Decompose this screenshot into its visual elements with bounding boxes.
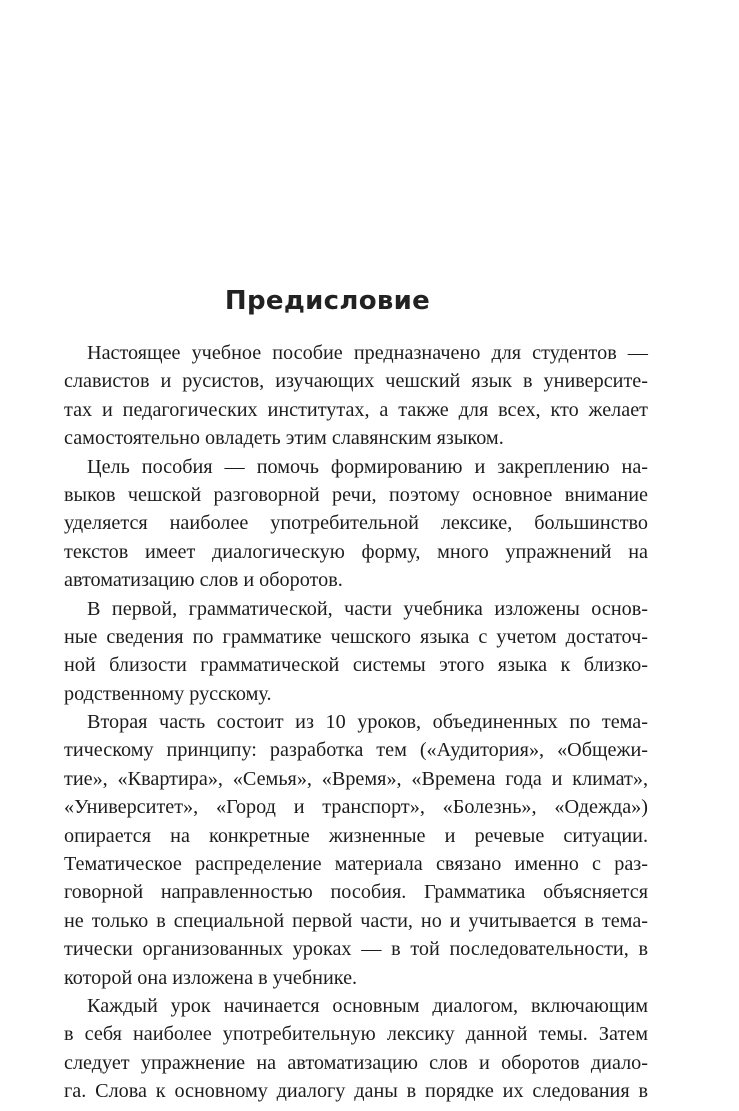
- text-line: выков чешской разговорной речи, поэтому основное внимание: [64, 483, 648, 506]
- paragraph: [64, 708, 648, 992]
- page-title: Предисловие: [224, 286, 431, 316]
- text-line: ные сведения по грамматике чешского языка с учетом достаточ-: [64, 625, 648, 648]
- text-line: не только в специальной первой части, но и учитывается в тема-: [64, 909, 648, 932]
- text-line: тическому принципу: разработка тем («Аудитория», «Общежи-: [64, 739, 648, 762]
- text-line: славистов и русистов, изучающих чешский язык в университе-: [64, 370, 648, 393]
- text-line: Цель пособия — помочь формированию и закреплению на-: [87, 455, 648, 478]
- text-line: В первой, грамматической, части учебника изложены основ-: [87, 597, 648, 620]
- text-line: автоматизацию слов и оборотов.: [64, 569, 343, 592]
- text-line: тие», «Квартира», «Семья», «Время», «Времена года и климат»,: [64, 767, 648, 790]
- text-line: га. Слова к основному диалогу даны в порядке их следования в: [64, 1080, 648, 1103]
- text-line: в себя наиболее употребительную лексику данной темы. Затем: [64, 1023, 648, 1046]
- text-line: Тематическое распределение материала связано именно с раз-: [64, 853, 648, 876]
- text-line: опирается на конкретные жизненные и речевые ситуации.: [64, 824, 648, 847]
- text-line: текстов имеет диалогическую форму, много упражнений на: [64, 540, 648, 563]
- text-line: самостоятельно овладеть этим славянским языком.: [64, 427, 504, 450]
- paragraph: [64, 453, 648, 595]
- text-line: Каждый урок начинается основным диалогом, включающим: [87, 994, 648, 1017]
- paragraph: [64, 339, 648, 453]
- body-text: [64, 339, 648, 1106]
- text-line: родственному русскому.: [64, 682, 272, 705]
- text-line: следует упражнение на автоматизацию слов и оборотов диало-: [64, 1051, 648, 1074]
- text-line: которой она изложена в учебнике.: [64, 966, 358, 989]
- text-line: говорной направленностью пособия. Грамматика объясняется: [64, 881, 648, 904]
- text-line: ной близости грамматической системы этого языка к близко-: [64, 654, 648, 677]
- paragraph: [64, 595, 648, 709]
- paragraph: [64, 992, 648, 1106]
- text-line: Настоящее учебное пособие предназначено для студентов —: [87, 342, 648, 364]
- text-line: Вторая часть состоит из 10 уроков, объединенных по тема-: [87, 711, 648, 734]
- text-line: тах и педагогических институтах, а также для всех, кто желает: [64, 398, 648, 421]
- text-line: «Университет», «Город и транспорт», «Болезнь», «Одежда»): [64, 796, 648, 819]
- text-line: уделяется наиболее употребительной лексике, большинство: [64, 512, 648, 535]
- text-line: тически организованных уроках — в той последовательности, в: [64, 938, 648, 961]
